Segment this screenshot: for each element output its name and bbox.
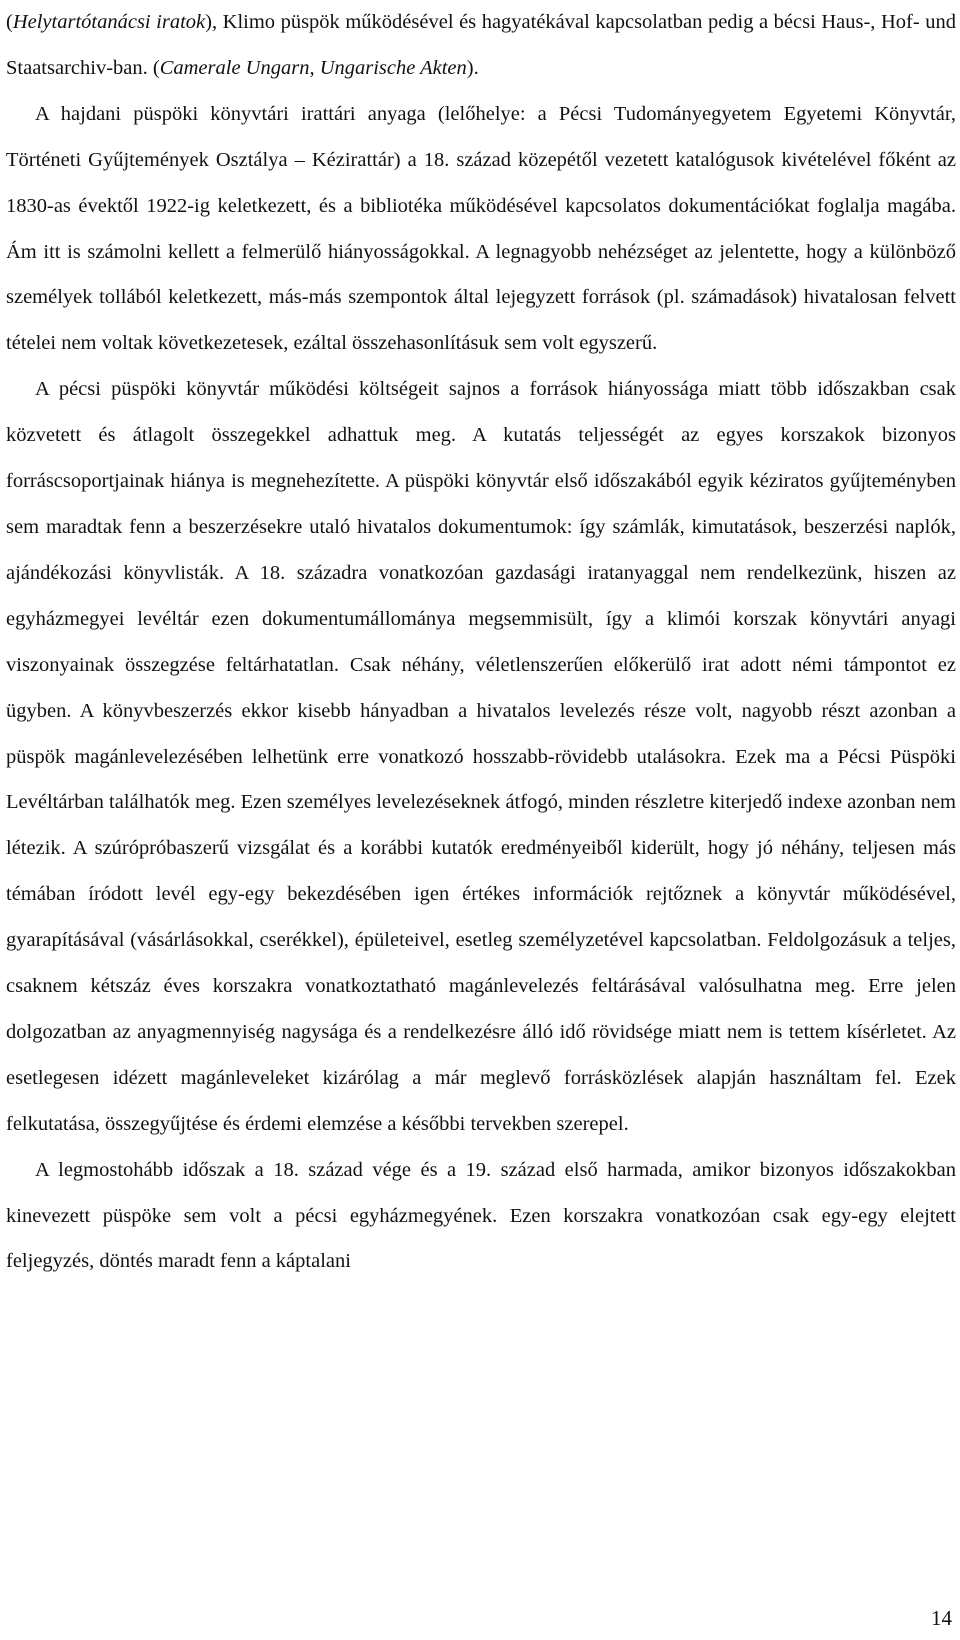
paragraph-1-text-3: ). xyxy=(466,56,479,79)
paragraph-4 xyxy=(6,1148,956,1286)
paragraph-2-text: A hajdani püspöki könyvtári irattári anyaga (lelőhelye: a Pécsi Tudományegyetem Egyetemi Könyvtár, Történeti Gyűjtemények Osztálya – Kézirattár) a 18. század közepétől vezetett katalógusok kivételével főként az 1830-as évektől 1922-ig keletkezett, és a bibliotéka működésével kapcsolatos dokumentációkat foglalja magába. Ám itt is számolni kellett a felmerülő hiányosságokkal. A legnagyobb nehézséget az jelentette, hogy a különböző személyek tollából keletkezett, más-más szempontok által lejegyzett források (pl. számadások) hivatalosan felvett tételei nem voltak következetesek, ezáltal összehasonlításuk sem volt egyszerű. xyxy=(6,102,956,355)
paragraph-3 xyxy=(6,367,956,1147)
paragraph-2 xyxy=(6,92,956,367)
paragraph-1-text-2: ), Klimo püspök működésével és hagyatékával kapcsolatban pedig a bécsi Haus-, Hof- und Staatsarchiv-ban. ( xyxy=(6,11,956,79)
paragraph-4-text: A legmostohább időszak a 18. század vége és a 19. század első harmada, amikor bizonyos időszakokban kinevezett püspöke sem volt a pécsi egyházmegyének. Ezen korszakra vonatkozóan csak egy-egy elejtett feljegyzés, döntés maradt fenn a káptalani xyxy=(6,1158,956,1273)
paragraph-1-italic-2: Camerale Ungarn, Ungarische Akten xyxy=(159,56,467,79)
paragraph-3-text: A pécsi püspöki könyvtár működési költségeit sajnos a források hiányossága miatt több időszakban csak közvetett és átlagolt összegekkel adhattuk meg. A kutatás teljességét az egyes korszakok bizonyos forráscsoportjainak hiánya is megnehezítette. A püspöki könyvtár első időszakából egyik kéziratos gyűjteményben sem maradtak fenn a beszerzésekre utaló hivatalos dokumentumok: így számlák, kimutatások, beszerzési naplók, ajándékozási könyvlisták. A 18. századra vonatkozóan gazdasági iratanyaggal nem rendelkezünk, hiszen az egyházmegyei levéltár ezen dokumentumállománya megsemmisült, így a klimói korszak könyvtári anyagi viszonyainak összegzése feltárhatatlan. Csak néhány, véletlenszerűen előkerülő irat adott némi támpontot ez ügyben. A könyvbeszerzés ekkor kisebb hányadban a hivatalos levelezés része volt, nagyobb részt azonban a püspök magánlevelezésében lelhetünk erre vonatkozó hosszabb-rövidebb utalásokra. Ezek ma a Pécsi Püspöki Levéltárban találhatók meg. Ezen személyes levelezéseknek átfogó, minden részletre kiterjedő indexe azonban nem létezik. A szúrópróbaszerű vizsgálat és a korábbi kutatók eredményeiből kiderült, hogy jó néhány, teljesen más témában íródott levél egy-egy bekezdésében igen értékes információk rejtőznek a könyvtár működésével, gyarapításával (vásárlásokkal, cserékkel), épületeivel, esetleg személyzetével kapcsolatban. Feldolgozásuk a teljes, csaknem kétszáz éves korszakra vonatkoztatható magánlevelezés feltárásával valósulhatna meg. Erre jelen dolgozatban az anyagmennyiség nagysága és a rendelkezésre álló idő rövidsége miatt nem is tettem kísérletet. Az esetlegesen idézett magánleveleket kizárólag a már meglevő forrásközlések alapján használtam fel. Ezek felkutatása, összegyűjtése és érdemi elemzése a későbbi tervekben szerepel. xyxy=(6,378,956,1135)
paragraph-1-text-1: ( xyxy=(6,11,13,33)
page-number: 14 xyxy=(931,1606,952,1630)
paragraph-1-italic-1: Helytartótanácsi iratok xyxy=(12,11,206,33)
document-page xyxy=(6,0,956,1285)
paragraph-1 xyxy=(6,0,956,92)
